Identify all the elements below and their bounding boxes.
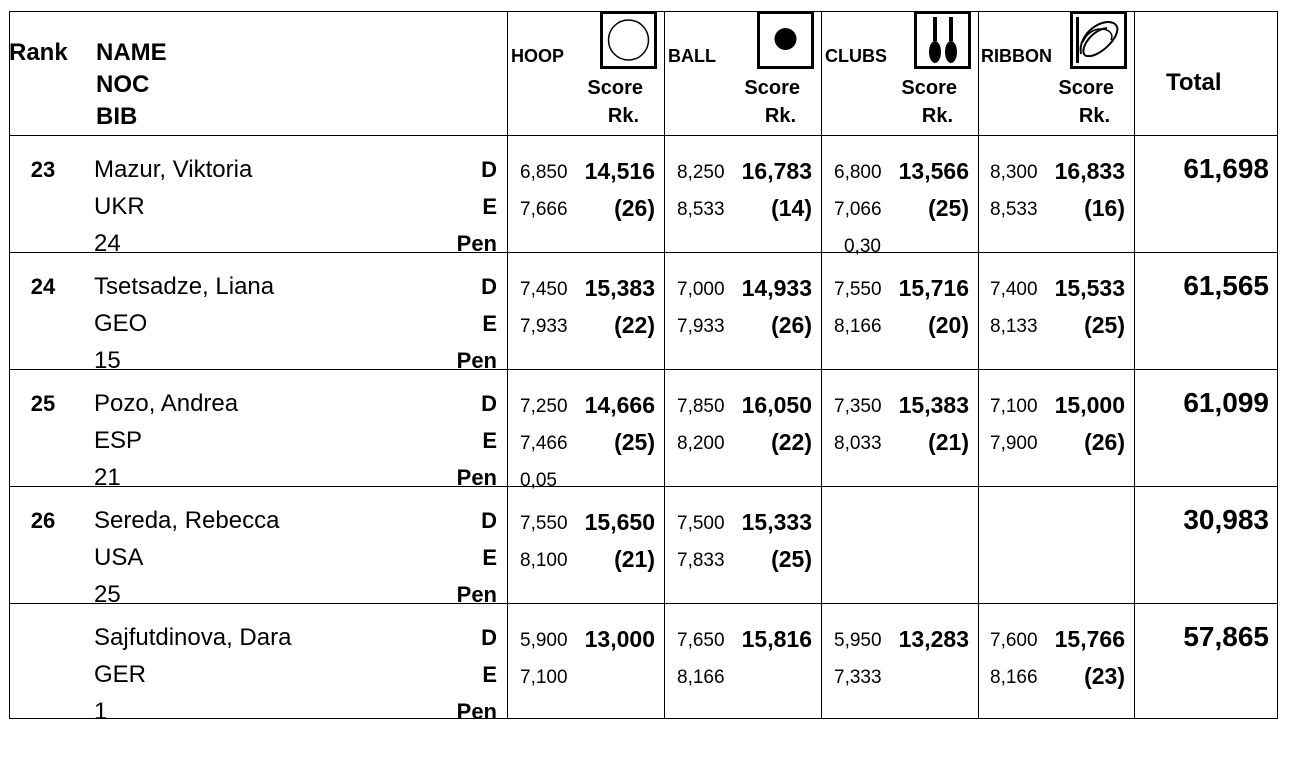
hoop-penalty: 0,05 bbox=[520, 470, 557, 491]
clubs-d-score: 6,800 bbox=[834, 162, 882, 183]
table-row bbox=[9, 603, 1278, 725]
clubs-d-score: 7,550 bbox=[834, 279, 882, 300]
d-label: D bbox=[481, 157, 497, 182]
ball-total-score: 16,050 bbox=[741, 392, 812, 418]
ball-total-score: 14,933 bbox=[741, 275, 812, 301]
athlete-name: Mazur, Viktoria bbox=[94, 156, 253, 183]
ribbon-score-header: Score bbox=[1058, 77, 1114, 99]
ball-d-score: 7,850 bbox=[677, 396, 725, 417]
ball-d-score: 8,250 bbox=[677, 162, 725, 183]
clubs-penalty: 0,30 bbox=[844, 236, 881, 257]
ribbon-rank: (26) bbox=[1084, 429, 1125, 455]
bib-header: BIB bbox=[96, 103, 138, 130]
hoop-d-score: 6,850 bbox=[520, 162, 568, 183]
pen-label: Pen bbox=[456, 348, 497, 373]
ball-score-header: Score bbox=[744, 77, 800, 99]
ball-d-score: 7,500 bbox=[677, 513, 725, 534]
athlete-total: 61,099 bbox=[1183, 387, 1269, 418]
athlete-total: 30,983 bbox=[1183, 504, 1269, 535]
hoop-score-header: Score bbox=[587, 77, 643, 99]
athlete-total: 57,865 bbox=[1183, 621, 1269, 652]
ball-e-score: 7,933 bbox=[677, 316, 725, 337]
clubs-e-score: 7,066 bbox=[834, 199, 882, 220]
d-label: D bbox=[481, 508, 497, 533]
athlete-total: 61,565 bbox=[1183, 270, 1269, 301]
athlete-name: Sajfutdinova, Dara bbox=[94, 624, 292, 651]
ribbon-e-score: 7,900 bbox=[990, 433, 1038, 454]
hoop-d-score: 7,250 bbox=[520, 396, 568, 417]
athlete-bib: 15 bbox=[94, 347, 121, 374]
clubs-e-score: 8,166 bbox=[834, 316, 882, 337]
pen-label: Pen bbox=[456, 465, 497, 490]
athlete-bib: 21 bbox=[94, 464, 121, 491]
ribbon-total-score: 15,533 bbox=[1054, 275, 1125, 301]
clubs-d-score: 7,350 bbox=[834, 396, 882, 417]
rank-header: Rank bbox=[9, 39, 68, 66]
ball-rank: (14) bbox=[771, 195, 812, 221]
hoop-rank: (21) bbox=[614, 546, 655, 572]
ball-total-score: 15,816 bbox=[741, 626, 812, 652]
hoop-rank: (26) bbox=[614, 195, 655, 221]
ball-rank: (25) bbox=[771, 546, 812, 572]
athlete-total: 61,698 bbox=[1183, 153, 1269, 184]
table-header bbox=[9, 11, 1278, 135]
clubs-total-score: 15,383 bbox=[898, 392, 969, 418]
ribbon-e-score: 8,533 bbox=[990, 199, 1038, 220]
ball-total-score: 15,333 bbox=[741, 509, 812, 535]
pen-label: Pen bbox=[456, 582, 497, 607]
hoop-d-score: 7,550 bbox=[520, 513, 568, 534]
results-table bbox=[9, 11, 1278, 725]
ball-rank: (22) bbox=[771, 429, 812, 455]
hoop-total-score: 15,383 bbox=[584, 275, 655, 301]
noc-header: NOC bbox=[96, 71, 150, 98]
ball-icon bbox=[757, 11, 814, 69]
hoop-e-score: 7,933 bbox=[520, 316, 568, 337]
d-label: D bbox=[481, 625, 497, 650]
hoop-d-score: 5,900 bbox=[520, 630, 568, 651]
hoop-e-score: 7,466 bbox=[520, 433, 568, 454]
ribbon-d-score: 8,300 bbox=[990, 162, 1038, 183]
athlete-bib: 24 bbox=[94, 230, 121, 257]
clubs-d-score: 5,950 bbox=[834, 630, 882, 651]
ribbon-label: RIBBON bbox=[981, 46, 1052, 66]
pen-label: Pen bbox=[456, 231, 497, 256]
ribbon-icon bbox=[1070, 11, 1127, 69]
ball-e-score: 8,533 bbox=[677, 199, 725, 220]
athlete-bib: 25 bbox=[94, 581, 121, 608]
table-row bbox=[9, 252, 1278, 374]
clubs-e-score: 8,033 bbox=[834, 433, 882, 454]
ribbon-d-score: 7,600 bbox=[990, 630, 1038, 651]
clubs-icon bbox=[914, 11, 971, 69]
hoop-e-score: 7,666 bbox=[520, 199, 568, 220]
clubs-score-header: Score bbox=[901, 77, 957, 99]
ribbon-rk-header: Rk. bbox=[1078, 105, 1110, 127]
hoop-rank: (25) bbox=[614, 429, 655, 455]
total-header: Total bbox=[1166, 69, 1222, 96]
table-row bbox=[9, 135, 1278, 257]
athlete-noc: ESP bbox=[94, 427, 143, 454]
clubs-total-score: 15,716 bbox=[898, 275, 969, 301]
ball-rk-header: Rk. bbox=[764, 105, 796, 127]
athlete-name: Tsetsadze, Liana bbox=[94, 273, 275, 300]
ball-d-score: 7,650 bbox=[677, 630, 725, 651]
e-label: E bbox=[482, 662, 497, 687]
table-row bbox=[9, 486, 1278, 608]
hoop-rank: (22) bbox=[614, 312, 655, 338]
clubs-total-score: 13,566 bbox=[898, 158, 969, 184]
ribbon-e-score: 8,166 bbox=[990, 667, 1038, 688]
pen-label: Pen bbox=[456, 699, 497, 724]
d-label: D bbox=[481, 391, 497, 416]
ribbon-rank: (16) bbox=[1084, 195, 1125, 221]
ribbon-e-score: 8,133 bbox=[990, 316, 1038, 337]
athlete-name: Sereda, Rebecca bbox=[94, 507, 280, 534]
hoop-rk-header: Rk. bbox=[607, 105, 639, 127]
ball-e-score: 8,200 bbox=[677, 433, 725, 454]
ribbon-total-score: 15,000 bbox=[1054, 392, 1125, 418]
hoop-total-score: 14,516 bbox=[584, 158, 655, 184]
athlete-rank: 23 bbox=[30, 157, 56, 182]
clubs-label: CLUBS bbox=[825, 46, 887, 66]
hoop-label: HOOP bbox=[511, 46, 565, 66]
athlete-noc: GEO bbox=[94, 310, 148, 337]
table-row bbox=[9, 369, 1278, 491]
ribbon-rank: (23) bbox=[1084, 663, 1125, 689]
clubs-rank: (25) bbox=[928, 195, 969, 221]
hoop-d-score: 7,450 bbox=[520, 279, 568, 300]
hoop-e-score: 8,100 bbox=[520, 550, 568, 571]
athlete-name: Pozo, Andrea bbox=[94, 390, 239, 417]
ribbon-total-score: 16,833 bbox=[1054, 158, 1125, 184]
d-label: D bbox=[481, 274, 497, 299]
clubs-rank: (21) bbox=[928, 429, 969, 455]
ribbon-d-score: 7,100 bbox=[990, 396, 1038, 417]
e-label: E bbox=[482, 194, 497, 219]
ball-label: BALL bbox=[668, 46, 716, 66]
ribbon-d-score: 7,400 bbox=[990, 279, 1038, 300]
athlete-noc: GER bbox=[94, 661, 147, 688]
ball-e-score: 7,833 bbox=[677, 550, 725, 571]
e-label: E bbox=[482, 428, 497, 453]
hoop-total-score: 13,000 bbox=[584, 626, 655, 652]
clubs-rk-header: Rk. bbox=[921, 105, 953, 127]
hoop-total-score: 14,666 bbox=[584, 392, 655, 418]
e-label: E bbox=[482, 311, 497, 336]
ball-rank: (26) bbox=[771, 312, 812, 338]
hoop-total-score: 15,650 bbox=[584, 509, 655, 535]
clubs-e-score: 7,333 bbox=[834, 667, 882, 688]
hoop-icon bbox=[600, 11, 657, 69]
athlete-rank: 26 bbox=[30, 508, 56, 533]
ball-e-score: 8,166 bbox=[677, 667, 725, 688]
athlete-noc: UKR bbox=[94, 193, 145, 220]
athlete-noc: USA bbox=[94, 544, 144, 571]
athlete-rank: 24 bbox=[30, 274, 56, 299]
clubs-total-score: 13,283 bbox=[898, 626, 969, 652]
ball-d-score: 7,000 bbox=[677, 279, 725, 300]
ribbon-rank: (25) bbox=[1084, 312, 1125, 338]
athlete-bib: 1 bbox=[94, 698, 108, 725]
e-label: E bbox=[482, 545, 497, 570]
clubs-rank: (20) bbox=[928, 312, 969, 338]
hoop-e-score: 7,100 bbox=[520, 667, 568, 688]
ribbon-total-score: 15,766 bbox=[1054, 626, 1125, 652]
name-header: NAME bbox=[96, 39, 167, 66]
athlete-rank: 25 bbox=[30, 391, 56, 416]
ball-total-score: 16,783 bbox=[741, 158, 812, 184]
